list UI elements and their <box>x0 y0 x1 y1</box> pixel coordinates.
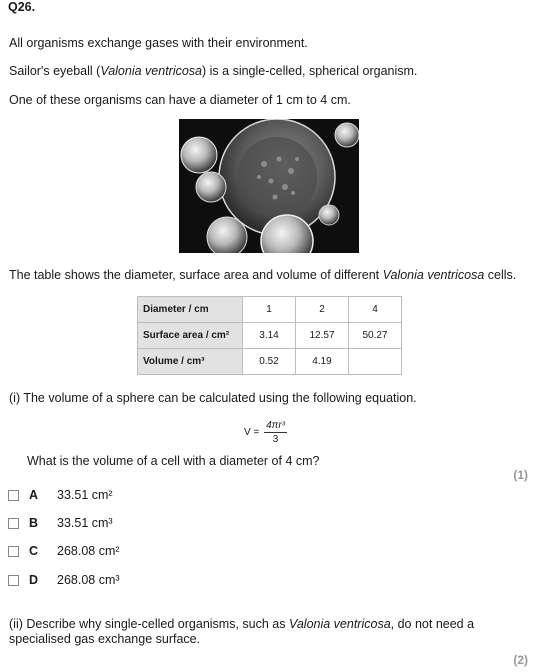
equation-denominator: 3 <box>272 434 279 445</box>
part-i-question: What is the volume of a cell with a diameter of 4 cm? <box>27 454 320 468</box>
option-d-checkbox[interactable] <box>8 575 19 586</box>
option-letter: C <box>29 544 39 558</box>
species-name: Valonia ventricosa <box>100 64 203 78</box>
table-cell: 12.57 <box>296 323 349 349</box>
volume-equation <box>244 420 287 445</box>
question-number: Q26. <box>8 0 36 14</box>
option-b[interactable] <box>8 515 113 531</box>
table-cell: 4 <box>349 297 402 323</box>
equation-fraction <box>264 420 287 445</box>
option-a[interactable] <box>8 487 113 503</box>
intro-line-2 <box>9 64 417 78</box>
part-i-text: (i) The volume of a sphere can be calculated using the following equation. <box>9 391 417 405</box>
intro-line-1: All organisms exchange gases with their environment. <box>9 36 308 50</box>
row-header: Volume / cm³ <box>138 349 243 375</box>
intro-line-3: One of these organisms can have a diameter of 1 cm to 4 cm. <box>9 93 351 107</box>
intro-line-2-post: ) is a single-celled, spherical organism. <box>202 64 418 78</box>
option-c-checkbox[interactable] <box>8 546 19 557</box>
table-cell: 4.19 <box>296 349 349 375</box>
option-a-checkbox[interactable] <box>8 490 19 501</box>
table-row <box>138 349 402 375</box>
option-value: 33.51 cm² <box>57 488 113 502</box>
option-c[interactable] <box>8 543 120 559</box>
equation-numerator: 4πr³ <box>266 420 285 431</box>
option-value: 33.51 cm³ <box>57 516 113 530</box>
intro-line-2-pre: Sailor's eyeball ( <box>9 64 101 78</box>
organism-photo-drawing <box>179 119 359 253</box>
option-letter: D <box>29 573 39 587</box>
table-cell <box>349 349 402 375</box>
row-header: Surface area / cm² <box>138 323 243 349</box>
option-letter: A <box>29 488 39 502</box>
part-ii-marks: (2) <box>513 653 528 667</box>
table-row <box>138 297 402 323</box>
organism-photo <box>179 119 359 253</box>
table-cell: 3.14 <box>243 323 296 349</box>
part-ii-post: , do not need a <box>390 617 475 631</box>
row-header: Diameter / cm <box>138 297 243 323</box>
option-b-checkbox[interactable] <box>8 518 19 529</box>
part-ii-line-2: specialised gas exchange surface. <box>9 632 201 646</box>
table-cell: 0.52 <box>243 349 296 375</box>
table-cell: 50.27 <box>349 323 402 349</box>
option-letter: B <box>29 516 39 530</box>
option-d[interactable] <box>8 572 120 588</box>
table-cell: 2 <box>296 297 349 323</box>
part-ii-pre: (ii) Describe why single-celled organisms, such as <box>9 617 289 631</box>
option-value: 268.08 cm² <box>57 544 120 558</box>
part-i-marks: (1) <box>513 468 528 482</box>
table-intro-post: cells. <box>484 268 517 282</box>
option-value: 268.08 cm³ <box>57 573 120 587</box>
part-ii-line-1 <box>9 617 474 631</box>
part-ii-species: Valonia ventricosa <box>288 617 391 631</box>
table-intro-species: Valonia ventricosa <box>382 268 485 282</box>
table-row <box>138 323 402 349</box>
table-intro-pre: The table shows the diameter, surface area and volume of different <box>9 268 383 282</box>
table-cell: 1 <box>243 297 296 323</box>
table-intro <box>9 268 516 282</box>
equation-lhs: V = <box>244 427 260 439</box>
data-table <box>137 296 402 375</box>
